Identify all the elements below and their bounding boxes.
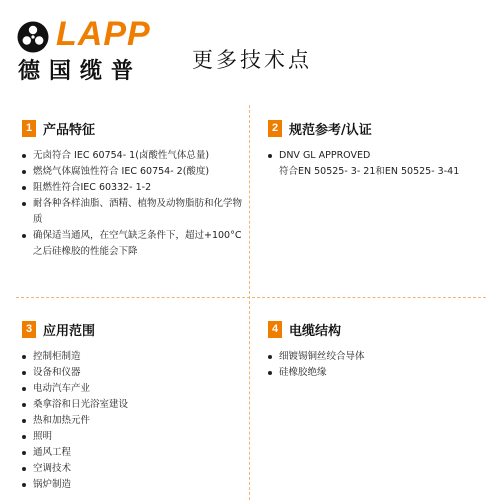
- section-header: [268, 119, 488, 137]
- feature-list: [22, 148, 244, 260]
- header: [0, 0, 500, 90]
- section-header: [22, 119, 244, 137]
- structure-list: [268, 349, 488, 381]
- section-number: 2: [268, 120, 282, 137]
- brand-name-cn: 德国缆普: [18, 59, 143, 84]
- section-cable-structure: [268, 320, 488, 381]
- bullet-icon: [268, 371, 272, 375]
- bullet-icon: [22, 234, 26, 238]
- section-title: 产品特征: [43, 122, 96, 138]
- list-item: 阻燃性符合IEC 60332- 1-2: [22, 180, 244, 196]
- horizontal-divider: [16, 297, 486, 298]
- list-item: DNV GL APPROVED: [268, 148, 488, 164]
- section-number: 4: [268, 321, 282, 338]
- bullet-icon: [22, 483, 26, 487]
- standard-compliance-text: 符合EN 50525- 3- 21和EN 50525- 3-41: [279, 166, 460, 177]
- list-item: 通风工程: [22, 445, 244, 461]
- list-item: 热和加热元件: [22, 413, 244, 429]
- list-item: 设备和仪器: [22, 365, 244, 381]
- list-item: 锅炉制造: [22, 477, 244, 493]
- bullet-icon: [268, 154, 272, 158]
- bullet-icon: [268, 355, 272, 359]
- section-header: [22, 320, 244, 338]
- section-number: 1: [22, 120, 36, 137]
- section-title: 电缆结构: [289, 323, 342, 339]
- bullet-icon: [22, 387, 26, 391]
- list-item: 确保适当通风，在空气缺乏条件下，超过+100°C之后硅橡胶的性能会下降: [22, 228, 244, 260]
- list-item: 燃烧气体腐蚀性符合 IEC 60754- 2(酸度): [22, 164, 244, 180]
- bullet-icon: [22, 403, 26, 407]
- section-applications: [22, 320, 244, 493]
- certification-list: [268, 148, 488, 164]
- bullet-icon: [22, 154, 26, 158]
- section-number: 3: [22, 321, 36, 338]
- section-standards-certification: [268, 119, 488, 180]
- list-item: 无卤符合 IEC 60754- 1(卤酸性气体总量): [22, 148, 244, 164]
- bullet-icon: [22, 435, 26, 439]
- bullet-icon: [22, 467, 26, 471]
- cable-logo-icon: [16, 20, 50, 54]
- list-item: 电动汽车产业: [22, 381, 244, 397]
- bullet-icon: [22, 419, 26, 423]
- list-item: 空调技术: [22, 461, 244, 477]
- list-item: 硅橡胶绝缘: [268, 365, 488, 381]
- section-title: 规范参考/认证: [289, 122, 372, 138]
- section-product-features: [22, 119, 244, 260]
- list-item: 照明: [22, 429, 244, 445]
- bullet-icon: [22, 451, 26, 455]
- bullet-icon: [22, 355, 26, 359]
- section-title: 应用范围: [43, 323, 96, 339]
- brand-logo: LAPP: [56, 15, 151, 53]
- bullet-icon: [22, 202, 26, 206]
- bullet-icon: [22, 186, 26, 190]
- page-title: 更多技术点: [192, 48, 312, 72]
- list-item: 耐各种各样油脂、酒精、植物及动物脂肪和化学物质: [22, 196, 244, 228]
- bullet-icon: [22, 371, 26, 375]
- list-item: 桑拿浴和日光浴室建设: [22, 397, 244, 413]
- list-item: 控制柜制造: [22, 349, 244, 365]
- section-header: [268, 320, 488, 338]
- application-list: [22, 349, 244, 493]
- bullet-icon: [22, 170, 26, 174]
- list-item: 细镀锡铜丝绞合导体: [268, 349, 488, 365]
- vertical-divider: [249, 105, 250, 500]
